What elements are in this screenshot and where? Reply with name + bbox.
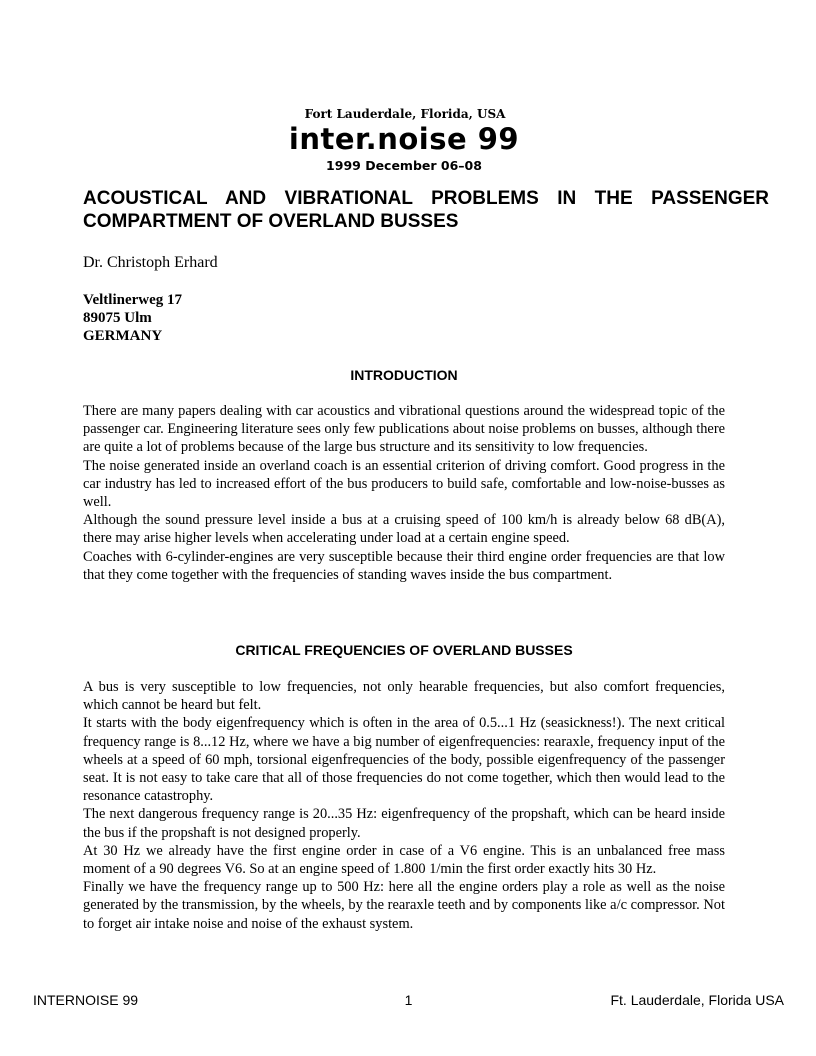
paper-title-line-1: ACOUSTICAL AND VIBRATIONAL PROBLEMS IN THE PASSENGER bbox=[83, 188, 769, 209]
page-footer bbox=[33, 991, 784, 1009]
paragraph: The next dangerous frequency range is 20...35 Hz: eigenfrequency of the propshaft, which can be heard inside the bus if the propshaft is not designed properly. bbox=[83, 806, 725, 841]
address-city: 89075 Ulm bbox=[83, 310, 152, 326]
paragraph: Finally we have the frequency range up to 500 Hz: here all the engine orders play a role as well as the noise generated by the transmission, by the wheels, by the rearaxle teeth and by components like a/c compressor. Not to forget air intake noise and noise of the exhaust system. bbox=[83, 879, 725, 932]
address-country: GERMANY bbox=[83, 328, 163, 344]
conference-logo: inter.noise 99 bbox=[288, 122, 520, 156]
section-body-critical-frequencies bbox=[83, 678, 725, 933]
section-body-introduction bbox=[83, 402, 725, 584]
conference-location: Fort Lauderdale, Florida, USA bbox=[304, 107, 506, 121]
paragraph: It starts with the body eigenfrequency which is often in the area of 0.5...1 Hz (seasickness!). The next critical frequency range is 8...12 Hz, where we have a big number of eigenfrequencies: rearaxle, frequency input of the wheels at a speed of 60 mph, torsional eigenfrequencies of the body, possible eigenfrequency of the passenger seat. It is not easy to take care that all of those frequencies do not come together, which then would lead to the resonance catastrophy. bbox=[83, 715, 725, 805]
paper-title bbox=[83, 187, 769, 233]
paragraph: There are many papers dealing with car acoustics and vibrational questions around the widespread topic of the passenger car. Engineering literature sees only few publications about noise problems on busses, although there are quite a lot of problems because of the large bus structure and its sensitivity to low frequencies. bbox=[83, 403, 725, 456]
page-number: 1 bbox=[404, 992, 413, 1008]
footer-location: Ft. Lauderdale, Florida USA bbox=[610, 992, 784, 1008]
author-name: Dr. Christoph Erhard bbox=[83, 254, 218, 271]
section-heading-introduction: INTRODUCTION bbox=[350, 367, 458, 383]
paragraph: A bus is very susceptible to low frequencies, not only hearable frequencies, but also comfort frequencies, which cannot be heard but felt. bbox=[83, 679, 725, 714]
paragraph: Although the sound pressure level inside a bus at a cruising speed of 100 km/h is already below 68 dB(A), there may arise higher levels when accelerating under load at a certain engine speed. bbox=[83, 512, 725, 547]
paper-title-line-2: COMPARTMENT OF OVERLAND BUSSES bbox=[83, 211, 459, 232]
paragraph: The noise generated inside an overland coach is an essential criterion of driving comfort. Good progress in the car industry has led to increased effort of the bus producers to build safe, comfortable and low-noise-busses as well. bbox=[83, 457, 725, 511]
address-street: Veltlinerweg 17 bbox=[83, 292, 183, 308]
author-address bbox=[83, 291, 182, 345]
section-heading-critical-frequencies: CRITICAL FREQUENCIES OF OVERLAND BUSSES bbox=[235, 642, 573, 658]
paragraph: Coaches with 6-cylinder-engines are very susceptible because their third engine order frequencies are that low that they come together with the frequencies of standing waves inside the bus compartment. bbox=[83, 548, 725, 583]
paragraph: At 30 Hz we already have the first engine order in case of a V6 engine. This is an unbalanced free mass moment of a 90 degrees V6. So at an engine speed of 1.800 1/min the first order exactly hits 30 Hz. bbox=[83, 842, 725, 878]
conference-dates: 1999 December 06–08 bbox=[326, 158, 482, 173]
footer-conference: INTERNOISE 99 bbox=[33, 992, 139, 1008]
